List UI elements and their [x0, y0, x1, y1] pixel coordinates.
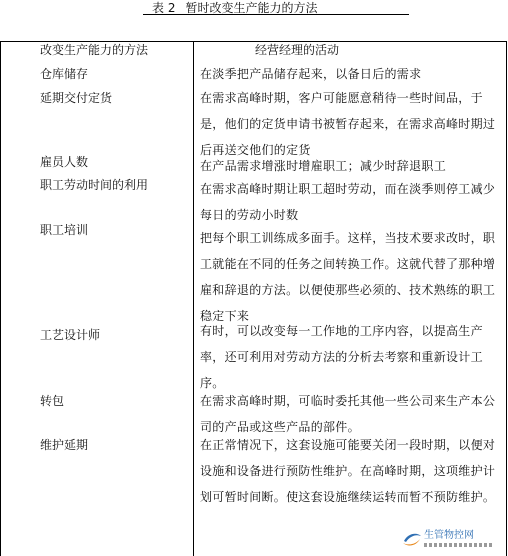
row-activity: 在产品需求增涨时增雇职工；减少时辞退职工: [200, 159, 447, 173]
row-activity: 有时，可以改变每一工作地的工序内容，以提高生产率，还可利用对劳动方法的分析去考察和重新设计工序。: [200, 324, 483, 390]
row-method: 职工劳动时间的利用: [40, 178, 149, 192]
row-activity: 在需求高峰时期，可临时委托其他一些公司来生产本公司的产品或这些产品的部件。: [200, 394, 496, 434]
row-method: 转包: [40, 394, 65, 408]
row-method: 维护延期: [40, 438, 89, 452]
row-method: 职工培训: [40, 223, 89, 237]
row-activity: 在需求高峰时期，客户可能愿意稍待一些时间品，于是，他们的定货申请书被暂存起来，在需求高峰时期过后再送交他们的定货: [200, 91, 496, 157]
watermark-name: 生管物控网: [424, 530, 474, 541]
watermark-subtext: [424, 543, 494, 547]
watermark-logo: [402, 528, 500, 552]
column-divider: [193, 41, 194, 556]
row-method: 工艺设计师: [40, 328, 101, 342]
table-title-text: 暂时改变生产能力的方法: [185, 1, 318, 15]
row-method: 仓库储存: [40, 67, 89, 81]
row-activity: 在正常情况下，这套设施可能要关闭一段时期，以便对设施和设备进行预防性维护。在高峰时期，这项维护计划可暂时间断。使这套设施继续运转而暂不预防维护。: [200, 438, 496, 504]
row-activity: 把每个职工训练成多面手。这样，当技术要求改时，职工就能在不同的任务之间转换工作。这就代替了那种增雇和辞退的方法。以便使那些必须的、技术熟练的职工稳定下来: [200, 231, 496, 323]
swoosh-logo-icon: [402, 530, 422, 548]
row-method: 雇员人数: [40, 155, 89, 169]
title-underline: [143, 14, 409, 15]
header-method: 改变生产能力的方法: [40, 43, 149, 57]
table-number: 表 2: [152, 1, 176, 15]
header-activity: 经营经理的活动: [255, 43, 340, 57]
row-method: 延期交付定货: [40, 91, 113, 105]
row-activity: 在需求高峰时期让职工超时劳动，而在淡季则停工减少每日的劳动小时数: [200, 182, 496, 222]
row-activity: 在淡季把产品储存起来，以备日后的需求: [200, 67, 422, 81]
